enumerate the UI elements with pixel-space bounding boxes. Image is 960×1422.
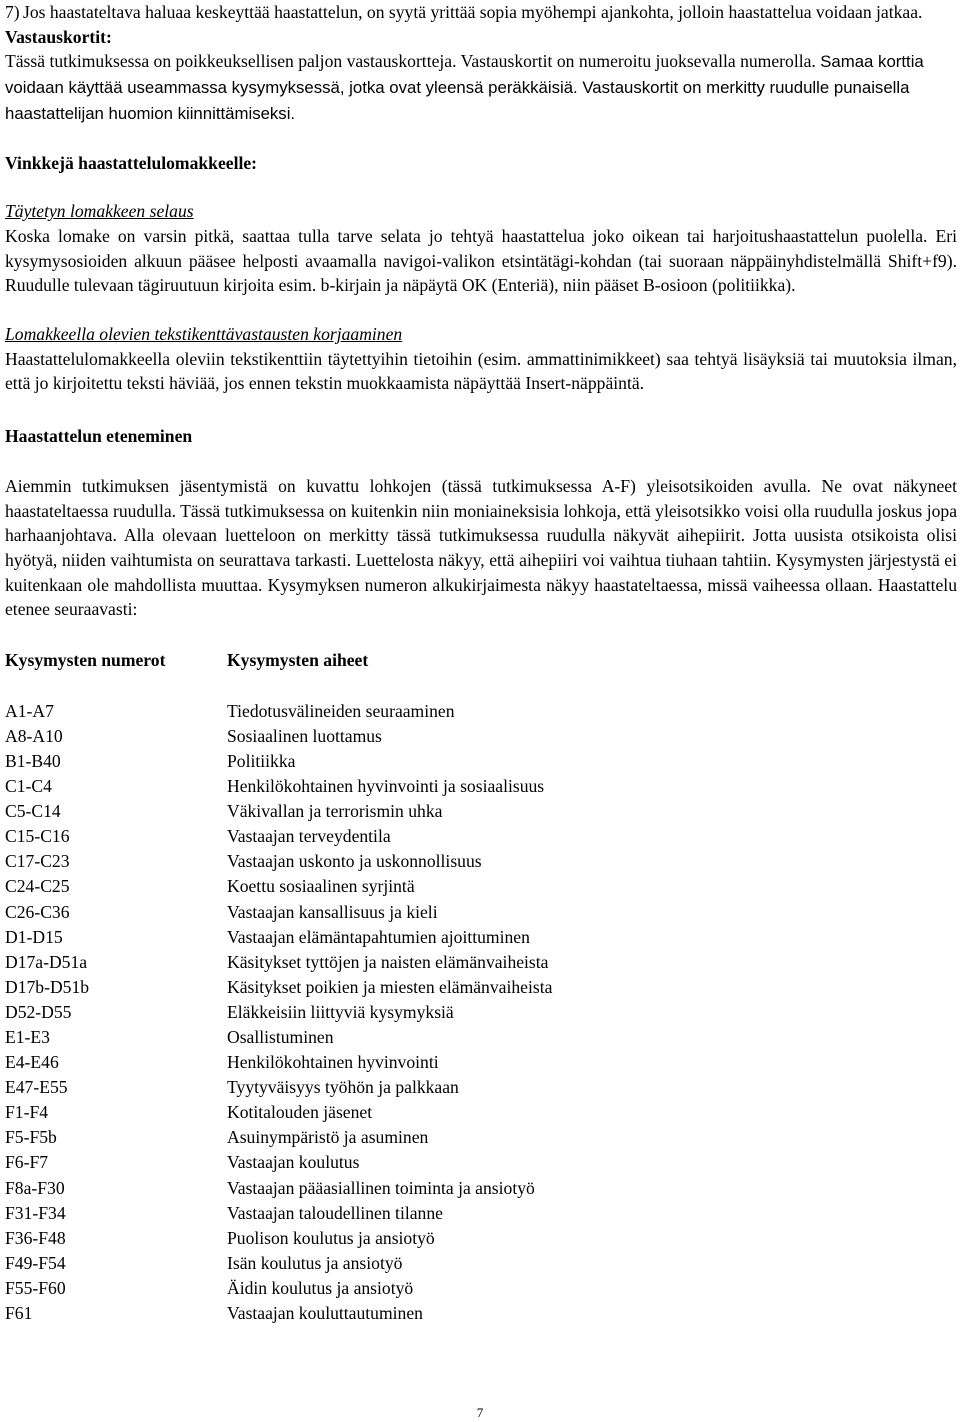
topic-title: Koettu sosiaalinen syrjintä: [227, 876, 415, 897]
topic-title: Vastaajan elämäntapahtumien ajoittuminen: [227, 926, 530, 947]
topic-title: Eläkkeisiin liittyviä kysymyksiä: [227, 1001, 454, 1022]
topic-number: F49-F54: [5, 1252, 66, 1273]
topic-title: Vastaajan terveydentila: [227, 826, 391, 847]
topic-number: C26-C36: [5, 901, 70, 922]
topic-title: Vastaajan uskonto ja uskonnollisuus: [227, 851, 482, 872]
vastauskortit-text-serif: Tässä tutkimuksessa on poikkeuksellisen paljon vastauskortteja. Vastauskortit on numeroitu juoksevalla numerolla.: [5, 51, 816, 72]
topic-title: Osallistuminen: [227, 1026, 334, 1047]
topic-number: F55-F60: [5, 1277, 66, 1298]
topic-title: Henkilökohtainen hyvinvointi ja sosiaalisuus: [227, 776, 545, 797]
page-number: 7: [476, 1405, 484, 1420]
list-item-number: 7): [5, 2, 20, 22]
topic-number: C24-C25: [5, 876, 70, 897]
topic-number: B1-B40: [5, 750, 61, 771]
topic-number: A8-A10: [5, 725, 63, 746]
topic-title: Sosiaalinen luottamus: [227, 725, 382, 746]
topic-title: Kotitalouden jäsenet: [227, 1102, 373, 1123]
topic-title: Käsitykset tyttöjen ja naisten elämänvaiheista: [227, 951, 549, 972]
column-header-aiheet: Kysymysten aiheet: [227, 650, 369, 671]
topic-number: E1-E3: [5, 1026, 50, 1047]
topic-title: Vastaajan koulutus: [227, 1152, 360, 1173]
subheading-tekstikenttavastausten-korjaaminen: Lomakkeella olevien tekstikenttävastausten korjaaminen: [5, 324, 403, 345]
vastauskortit-paragraph: [5, 49, 957, 126]
topic-title: Vastaajan kouluttautuminen: [227, 1303, 423, 1324]
topic-title: Tyytyväisyys työhön ja palkkaan: [227, 1077, 459, 1098]
topic-title: Politiikka: [227, 750, 296, 771]
topic-title: Käsitykset poikien ja miesten elämänvaiheista: [227, 976, 553, 997]
topic-number: F1-F4: [5, 1102, 49, 1123]
vastauskortit-text-sans: Samaa korttia voidaan käyttää useammassa kysymyksessä, jotka ovat yleensä peräkkäisiä. Vastauskortit on merkitty ruudulle punaisella haastattelijan huomion kiinnittämiseksi.: [5, 52, 924, 123]
topic-number: C17-C23: [5, 851, 70, 872]
topic-number: F5-F5b: [5, 1127, 57, 1148]
paragraph-selaus: Koska lomake on varsin pitkä, saattaa tulla tarve selata jo tehtyä haastattelua joko oikean tai harjoitushaastattelun puolella. Eri kysymysosioiden alkuun pääsee helposti avaamalla navigoi-valikon etsintätägi-kohdan (tai suoraan näppäinyhdistelmällä Shift+f9). Ruudulle tulevaan tägiruutuun kirjoita esim. b-kirjain ja näpäytä OK (Enteriä), niin pääset B-osioon (politiikka).: [5, 225, 957, 296]
topic-title: Isän koulutus ja ansiotyö: [227, 1252, 403, 1273]
topic-title: Vastaajan taloudellinen tilanne: [227, 1202, 443, 1223]
topic-title: Äidin koulutus ja ansiotyö: [227, 1277, 414, 1298]
topic-title: Vastaajan kansallisuus ja kieli: [227, 901, 438, 922]
topic-number: A1-A7: [5, 700, 54, 721]
document-page: [5, 0, 957, 1422]
list-item-7: [5, 0, 957, 25]
topic-title: Väkivallan ja terrorismin uhka: [227, 801, 443, 822]
topic-number: C1-C4: [5, 776, 52, 797]
topics-table: [5, 648, 957, 1326]
topic-number: D17a-D51a: [5, 951, 88, 972]
topic-number: F31-F34: [5, 1202, 66, 1223]
topic-title: Puolison koulutus ja ansiotyö: [227, 1227, 435, 1248]
topic-number: D1-D15: [5, 926, 63, 947]
list-item-text: Jos haastateltava haluaa keskeyttää haastattelun, on syytä yrittää sopia myöhempi ajankohta, jolloin haastattelua voidaan jatkaa.: [23, 2, 923, 22]
section-heading-eteneminen: Haastattelun eteneminen: [5, 426, 193, 447]
topic-number: E4-E46: [5, 1052, 59, 1073]
topic-number: E47-E55: [5, 1077, 68, 1098]
topic-number: F61: [5, 1303, 33, 1324]
topic-title: Vastaajan pääasiallinen toiminta ja ansiotyö: [227, 1177, 535, 1198]
topic-title: Henkilökohtainen hyvinvointi: [227, 1052, 439, 1073]
column-header-numerot: Kysymysten numerot: [5, 650, 166, 671]
subheading-taytetyn-lomakkeen-selaus: Täytetyn lomakkeen selaus: [5, 201, 194, 222]
paragraph-korjaaminen: Haastattelulomakkeella oleviin tekstikenttiin täytettyihin tietoihin (esim. ammattinimikkeet) saa tehtyä lisäyksiä tai muutoksia ilman, että jo kirjoitettu teksti häviää, jos ennen tekstin muokkaamista näpäyttää Insert-näppäintä.: [5, 348, 957, 394]
topic-number: D52-D55: [5, 1001, 72, 1022]
section-heading-vinkkeja: Vinkkejä haastattelulomakkeelle:: [5, 152, 258, 173]
topic-title: Tiedotusvälineiden seuraaminen: [227, 700, 455, 721]
section-heading-vastauskortit: Vastauskortit:: [5, 26, 112, 47]
topic-number: F8a-F30: [5, 1177, 65, 1198]
topic-title: Asuinympäristö ja asuminen: [227, 1127, 429, 1148]
topic-number: C15-C16: [5, 826, 70, 847]
topic-number: C5-C14: [5, 801, 61, 822]
topic-number: F6-F7: [5, 1152, 49, 1173]
topic-number: F36-F48: [5, 1227, 66, 1248]
topic-number: D17b-D51b: [5, 976, 90, 997]
paragraph-eteneminen: Aiemmin tutkimuksen jäsentymistä on kuvattu lohkojen (tässä tutkimuksessa A-F) yleisotsikoiden avulla. Ne ovat näkyneet haastateltaessa ruudulla. Tässä tutkimuksessa on kuitenkin niin moniaineksisia lohkoja, että yleisotsikko voisi olla ruudulla joskus jopa harhaanjohtava. Alla olevaan luetteloon on merkitty tässä tutkimuksessa ruudulla näkyvät aihepiirit. Jotta uusista otsikoista olisi hyötyä, niiden vaihtumista on seurattava tarkasti. Luettelosta näkyy, että aihepiiri voi vaihtua tiuhaan tahtiin. Kysymysten järjestystä ei kuitenkaan ole mahdollista muuttaa. Kysymyksen numeron alkukirjaimesta näkyy haastateltaessa, missä vaiheessa ollaan. Haastattelu etenee seuraavasti:: [5, 475, 957, 620]
